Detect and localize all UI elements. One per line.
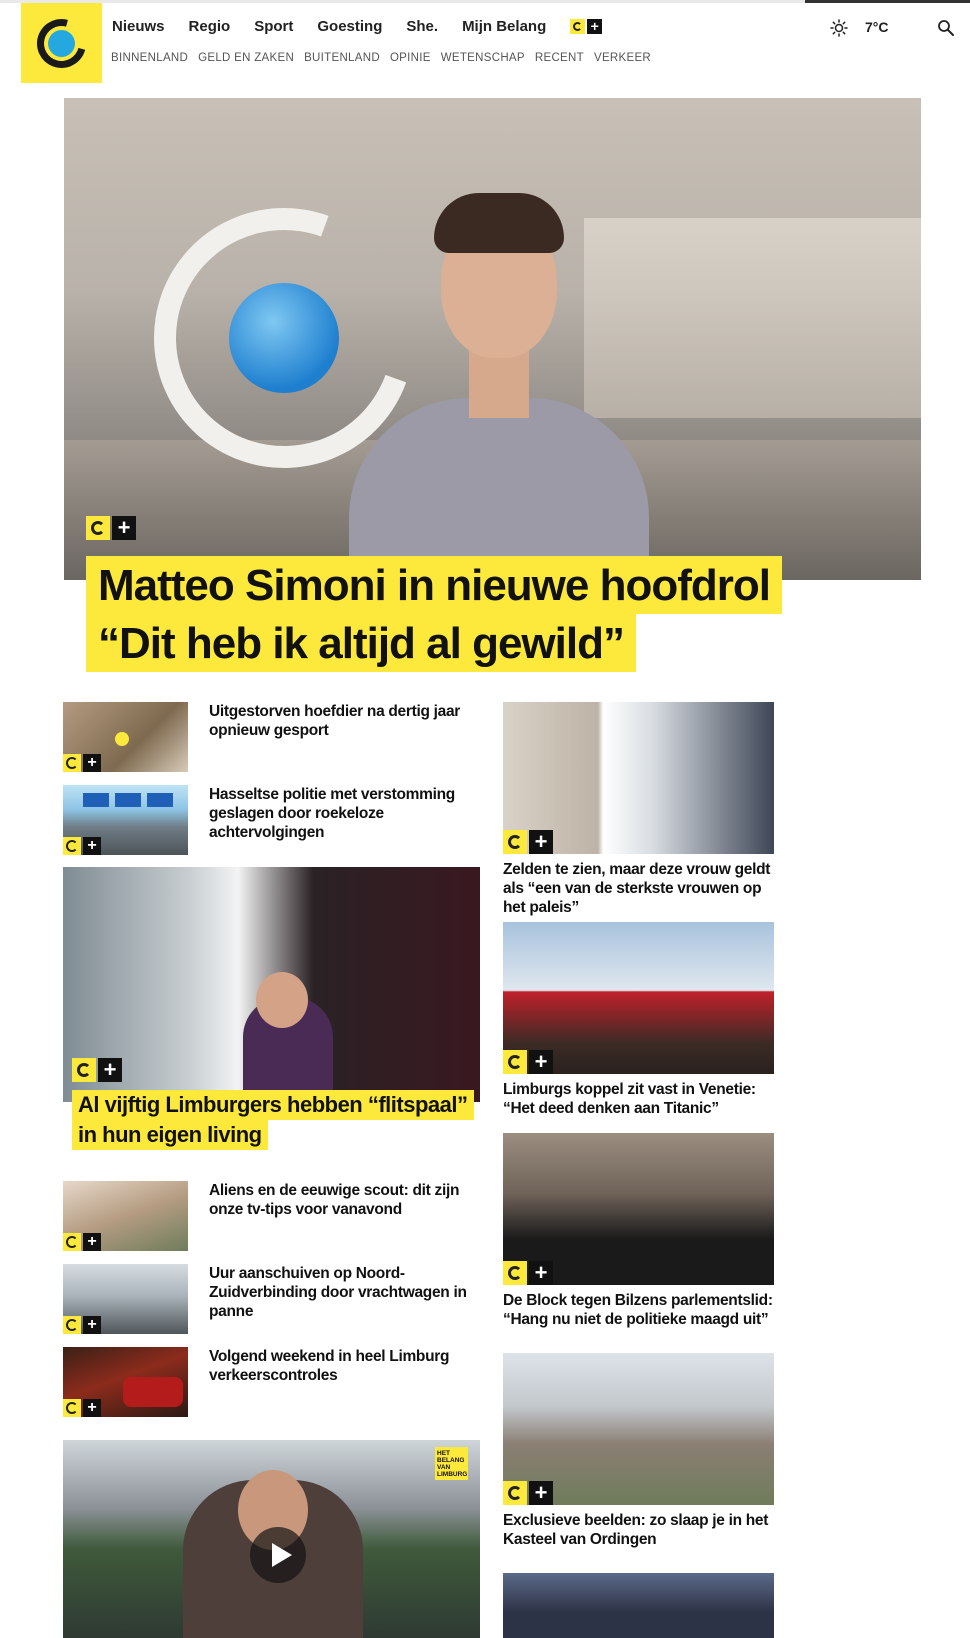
hero-bg-window [584, 218, 921, 418]
article-title: Volgend weekend in heel Limburg verkeerscontroles [209, 1348, 450, 1384]
feature-image[interactable] [63, 867, 480, 1102]
sub-item-wetenschap[interactable]: WETENSCHAP [440, 52, 525, 64]
temperature-readout[interactable]: 7°C [865, 19, 889, 35]
sub-item-binnenland[interactable]: BINNENLAND [111, 52, 189, 64]
sub-item-buitenland[interactable]: BUITENLAND [304, 52, 380, 64]
play-icon[interactable] [250, 1527, 306, 1583]
plus-sign: + [83, 1316, 101, 1334]
plus-logo-icon [503, 1050, 527, 1074]
article-title: De Block tegen Bilzens parlementslid: “Hang nu niet de politieke maagd uit” [503, 1292, 773, 1328]
plus-article-badge [63, 1233, 101, 1251]
nav-item-goesting[interactable]: Goesting [317, 18, 383, 35]
plus-article-badge [503, 830, 553, 854]
hero-person-body [349, 398, 649, 580]
plus-sign: + [529, 1050, 553, 1074]
article-title: Aliens en de eeuwige scout: dit zijn onze tv-tips voor vanavond [209, 1182, 460, 1218]
hbvl-logo-badge: HET BELANG VAN LIMBURG [435, 1447, 468, 1480]
feature-headline-line-1: Al vijftig Limburgers hebben “flitspaal” [72, 1090, 474, 1120]
plus-sign: + [98, 1058, 122, 1082]
road-sign [115, 793, 141, 807]
sub-navigation [111, 52, 661, 64]
plus-sign: + [529, 1261, 553, 1285]
hero-headline-line-1: Matteo Simoni in nieuwe hoofdrol [86, 556, 782, 614]
plus-article-badge [503, 1050, 553, 1074]
list-item[interactable] [63, 1347, 483, 1419]
feature-headline-line-2: in hun eigen living [72, 1120, 268, 1150]
car-shape [123, 1377, 183, 1407]
plus-sign: + [83, 754, 101, 772]
plus-sign: + [529, 1481, 553, 1505]
top-progress-line-active [805, 0, 970, 3]
plus-article-badge [63, 754, 101, 772]
plus-logo-icon [503, 1261, 527, 1285]
right-article-card[interactable] [503, 1573, 774, 1638]
plus-article-badge [63, 837, 101, 855]
list-item[interactable] [63, 1264, 483, 1336]
plus-logo-icon [63, 754, 81, 772]
nav-item-regio[interactable]: Regio [188, 18, 231, 35]
list-item[interactable] [63, 1181, 483, 1253]
plus-sign: + [112, 516, 136, 540]
nav-item-nieuws[interactable]: Nieuws [112, 18, 165, 35]
nav-item-sport[interactable]: Sport [254, 18, 294, 35]
plus-logo-icon [63, 837, 81, 855]
site-logo[interactable] [21, 3, 102, 83]
plus-sign: + [587, 19, 602, 34]
nav-item-mijn-belang[interactable]: Mijn Belang [462, 18, 547, 35]
plus-logo-icon [72, 1058, 96, 1082]
plus-sign: + [83, 837, 101, 855]
plus-logo-icon [503, 1481, 527, 1505]
road-sign [83, 793, 109, 807]
sun-icon[interactable] [830, 19, 848, 37]
right-article-card[interactable] [503, 922, 774, 1118]
article-title: Zelden te zien, maar deze vrouw geldt als “een van de sterkste vrouwen op het paleis” [503, 861, 771, 916]
sub-item-opinie[interactable]: OPINIE [389, 52, 431, 64]
plus-article-badge [503, 1481, 553, 1505]
plus-article-badge [63, 1399, 101, 1417]
main-navigation [112, 18, 602, 35]
sub-item-geld-en-zaken[interactable]: GELD EN ZAKEN [198, 52, 295, 64]
hero-image[interactable] [64, 98, 921, 580]
feature-headline[interactable] [72, 1090, 492, 1150]
plus-logo-icon [63, 1233, 81, 1251]
nav-item-plus[interactable] [570, 18, 602, 35]
sub-item-verkeer[interactable]: VERKEER [593, 52, 652, 64]
list-item[interactable] [63, 785, 483, 857]
list-item[interactable] [63, 702, 483, 774]
hero-logo-dot [229, 283, 339, 393]
article-title: Uur aanschuiven op Noord-Zuidverbinding door vrachtwagen in panne [209, 1265, 467, 1320]
nav-item-she[interactable]: She. [406, 18, 439, 35]
plus-logo-icon [86, 516, 110, 540]
plus-sign: + [529, 830, 553, 854]
plus-logo-icon [503, 830, 527, 854]
logo-dot-icon [48, 30, 75, 57]
hero-headline-line-2: “Dit heb ik altijd al gewild” [86, 614, 636, 672]
search-icon[interactable] [937, 19, 955, 37]
plus-article-badge [72, 1058, 122, 1082]
plus-article-badge [86, 516, 136, 540]
hero-person-hair [434, 193, 564, 253]
article-title: Uitgestorven hoefdier na dertig jaar opnieuw gesport [209, 703, 461, 739]
right-article-card[interactable] [503, 702, 774, 917]
plus-sign: + [83, 1399, 101, 1417]
plus-article-badge [503, 1261, 553, 1285]
article-title: Exclusieve beelden: zo slaap je in het Kasteel van Ordingen [503, 1512, 769, 1548]
hero-headline[interactable] [86, 556, 786, 672]
article-image [503, 1573, 774, 1638]
sub-item-recent[interactable]: RECENT [534, 52, 584, 64]
play-icon [115, 732, 129, 746]
header-tools [820, 17, 970, 41]
right-article-card[interactable] [503, 1133, 774, 1329]
plus-logo-icon [63, 1316, 81, 1334]
plus-logo-icon [570, 19, 585, 34]
plus-logo-icon [63, 1399, 81, 1417]
article-title: Hasseltse politie met verstomming geslagen door roekeloze achtervolgingen [209, 786, 455, 841]
road-sign [147, 793, 173, 807]
plus-sign: + [83, 1233, 101, 1251]
plus-article-badge [63, 1316, 101, 1334]
right-article-card[interactable] [503, 1353, 774, 1549]
feature-person-head [256, 972, 308, 1028]
article-title: Limburgs koppel zit vast in Venetie: “Het deed denken aan Titanic” [503, 1081, 756, 1117]
